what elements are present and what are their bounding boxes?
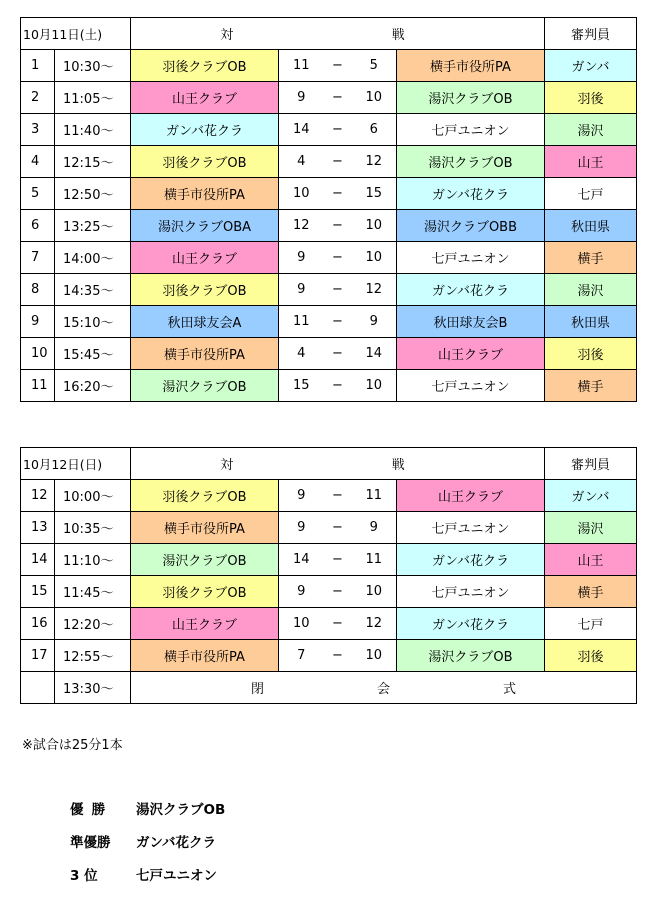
away-score: 6	[352, 114, 397, 146]
away-team: 七戸ユニオン	[397, 576, 545, 608]
home-score: 4	[279, 338, 324, 370]
score-dash: −	[324, 178, 352, 210]
home-score: 10	[279, 608, 324, 640]
header-versus-left: 対	[220, 28, 234, 43]
away-team: 七戸ユニオン	[397, 242, 545, 274]
result-team: 湯沢クラブOB	[136, 802, 226, 818]
away-team: ガンバ花クラ	[397, 178, 545, 210]
match-time: 13:25〜	[55, 210, 131, 242]
home-team: 湯沢クラブOB	[131, 370, 279, 402]
match-number: 12	[21, 480, 55, 512]
away-score: 11	[352, 480, 397, 512]
header-versus-right: 戦	[391, 458, 405, 473]
header-versus-right: 戦	[391, 28, 405, 43]
match-number: 16	[21, 608, 55, 640]
result-row	[70, 864, 225, 897]
match-row	[21, 274, 637, 306]
referee-team: 羽後	[545, 640, 637, 672]
day1-header-versus	[131, 18, 545, 50]
score-dash: −	[324, 576, 352, 608]
match-number: 7	[21, 242, 55, 274]
match-row	[21, 306, 637, 338]
match-number: 8	[21, 274, 55, 306]
match-time: 14:35〜	[55, 274, 131, 306]
match-number: 10	[21, 338, 55, 370]
match-number: 4	[21, 146, 55, 178]
away-score: 12	[352, 146, 397, 178]
home-team: 羽後クラブOB	[131, 50, 279, 82]
away-score: 11	[352, 544, 397, 576]
closing-ceremony-row	[21, 672, 637, 704]
score-dash: −	[324, 242, 352, 274]
home-team: 山王クラブ	[131, 82, 279, 114]
home-score: 9	[279, 82, 324, 114]
home-score: 9	[279, 576, 324, 608]
referee-team: ガンバ	[545, 50, 637, 82]
home-score: 11	[279, 50, 324, 82]
day2-header-row	[21, 448, 637, 480]
home-score: 11	[279, 306, 324, 338]
away-score: 14	[352, 338, 397, 370]
home-score: 12	[279, 210, 324, 242]
home-team: ガンバ花クラ	[131, 114, 279, 146]
referee-team: 秋田県	[545, 210, 637, 242]
home-team: 湯沢クラブOB	[131, 544, 279, 576]
match-time: 12:55〜	[55, 640, 131, 672]
referee-team: 山王	[545, 146, 637, 178]
match-row	[21, 338, 637, 370]
away-team: 山王クラブ	[397, 480, 545, 512]
match-row	[21, 210, 637, 242]
score-dash: −	[324, 370, 352, 402]
away-score: 9	[352, 512, 397, 544]
home-team: 横手市役所PA	[131, 338, 279, 370]
match-time: 10:30〜	[55, 50, 131, 82]
away-score: 5	[352, 50, 397, 82]
match-time: 10:00〜	[55, 480, 131, 512]
referee-team: 湯沢	[545, 512, 637, 544]
away-score: 10	[352, 576, 397, 608]
match-row	[21, 576, 637, 608]
match-row	[21, 242, 637, 274]
away-team: 七戸ユニオン	[397, 512, 545, 544]
result-team: 七戸ユニオン	[136, 868, 217, 884]
away-team: 秋田球友会B	[397, 306, 545, 338]
referee-team: 湯沢	[545, 114, 637, 146]
home-team: 羽後クラブOB	[131, 146, 279, 178]
away-score: 10	[352, 82, 397, 114]
home-score: 9	[279, 274, 324, 306]
home-score: 14	[279, 114, 324, 146]
score-dash: −	[324, 512, 352, 544]
referee-team: 羽後	[545, 82, 637, 114]
match-time: 11:45〜	[55, 576, 131, 608]
referee-team: 湯沢	[545, 274, 637, 306]
home-score: 4	[279, 146, 324, 178]
home-team: 湯沢クラブOBA	[131, 210, 279, 242]
result-rank-label: 3 位	[70, 868, 98, 884]
score-dash: −	[324, 274, 352, 306]
result-rank-label: 優勝	[70, 802, 114, 818]
away-team: ガンバ花クラ	[397, 274, 545, 306]
score-dash: −	[324, 210, 352, 242]
day2-header-referee: 審判員	[545, 448, 637, 480]
score-dash: −	[324, 480, 352, 512]
closing-char: 式	[502, 682, 516, 697]
match-time: 10:35〜	[55, 512, 131, 544]
final-results	[70, 798, 225, 897]
match-number: 3	[21, 114, 55, 146]
match-number: 2	[21, 82, 55, 114]
home-team: 羽後クラブOB	[131, 480, 279, 512]
day2-schedule-table	[20, 447, 637, 704]
home-score: 14	[279, 544, 324, 576]
match-time: 12:50〜	[55, 178, 131, 210]
away-team: 山王クラブ	[397, 338, 545, 370]
away-score: 10	[352, 210, 397, 242]
result-rank-label: 準優勝	[70, 835, 111, 851]
closing-char: 閉	[251, 682, 265, 697]
home-score: 9	[279, 480, 324, 512]
referee-team: 秋田県	[545, 306, 637, 338]
home-team: 羽後クラブOB	[131, 576, 279, 608]
away-team: 湯沢クラブOB	[397, 82, 545, 114]
home-score: 7	[279, 640, 324, 672]
closing-char: 会	[376, 682, 390, 697]
referee-team: 七戸	[545, 178, 637, 210]
match-row	[21, 480, 637, 512]
score-dash: −	[324, 608, 352, 640]
match-time: 14:00〜	[55, 242, 131, 274]
away-score: 10	[352, 370, 397, 402]
away-score: 15	[352, 178, 397, 210]
away-team: 七戸ユニオン	[397, 370, 545, 402]
referee-team: 横手	[545, 242, 637, 274]
home-score: 9	[279, 512, 324, 544]
match-number: 6	[21, 210, 55, 242]
away-team: ガンバ花クラ	[397, 544, 545, 576]
home-team: 山王クラブ	[131, 242, 279, 274]
score-dash: −	[324, 338, 352, 370]
away-score: 12	[352, 608, 397, 640]
score-dash: −	[324, 50, 352, 82]
day1-date: 10月11日(土)	[21, 18, 131, 50]
closing-ceremony-label	[131, 672, 637, 704]
home-score: 15	[279, 370, 324, 402]
home-team: 山王クラブ	[131, 608, 279, 640]
home-team: 羽後クラブOB	[131, 274, 279, 306]
header-versus-left: 対	[220, 458, 234, 473]
match-number: 14	[21, 544, 55, 576]
match-number: 17	[21, 640, 55, 672]
match-duration-note: ※試合は25分1本	[22, 738, 123, 753]
home-score: 9	[279, 242, 324, 274]
match-number: 5	[21, 178, 55, 210]
away-score: 12	[352, 274, 397, 306]
match-row	[21, 82, 637, 114]
home-score: 10	[279, 178, 324, 210]
match-row	[21, 50, 637, 82]
referee-team: ガンバ	[545, 480, 637, 512]
away-score: 10	[352, 242, 397, 274]
away-team: 湯沢クラブOB	[397, 640, 545, 672]
result-row	[70, 798, 225, 831]
match-row	[21, 178, 637, 210]
match-row	[21, 114, 637, 146]
match-row	[21, 544, 637, 576]
match-number: 13	[21, 512, 55, 544]
away-team: 七戸ユニオン	[397, 114, 545, 146]
referee-team: 羽後	[545, 338, 637, 370]
day1-header-row	[21, 18, 637, 50]
day2-header-versus	[131, 448, 545, 480]
match-time: 15:10〜	[55, 306, 131, 338]
match-time: 11:10〜	[55, 544, 131, 576]
match-time: 11:05〜	[55, 82, 131, 114]
home-team: 横手市役所PA	[131, 512, 279, 544]
referee-team: 山王	[545, 544, 637, 576]
match-time: 16:20〜	[55, 370, 131, 402]
home-team: 横手市役所PA	[131, 178, 279, 210]
match-number: 15	[21, 576, 55, 608]
match-time: 15:45〜	[55, 338, 131, 370]
referee-team: 横手	[545, 576, 637, 608]
day1-header-referee: 審判員	[545, 18, 637, 50]
away-team: 湯沢クラブOB	[397, 146, 545, 178]
referee-team: 横手	[545, 370, 637, 402]
closing-number	[21, 672, 55, 704]
match-time: 12:20〜	[55, 608, 131, 640]
match-row	[21, 608, 637, 640]
away-team: 湯沢クラブOBB	[397, 210, 545, 242]
day1-schedule-table	[20, 17, 637, 402]
match-row	[21, 512, 637, 544]
match-number: 11	[21, 370, 55, 402]
score-dash: −	[324, 146, 352, 178]
score-dash: −	[324, 114, 352, 146]
home-team: 横手市役所PA	[131, 640, 279, 672]
away-team: ガンバ花クラ	[397, 608, 545, 640]
match-row	[21, 146, 637, 178]
score-dash: −	[324, 544, 352, 576]
score-dash: −	[324, 82, 352, 114]
score-dash: −	[324, 640, 352, 672]
referee-team: 七戸	[545, 608, 637, 640]
match-number: 1	[21, 50, 55, 82]
home-team: 秋田球友会A	[131, 306, 279, 338]
match-time: 12:15〜	[55, 146, 131, 178]
match-time: 11:40〜	[55, 114, 131, 146]
match-row	[21, 370, 637, 402]
match-row	[21, 640, 637, 672]
away-score: 10	[352, 640, 397, 672]
result-team: ガンバ花クラ	[136, 835, 217, 851]
result-row	[70, 831, 225, 864]
away-score: 9	[352, 306, 397, 338]
score-dash: −	[324, 306, 352, 338]
day2-date: 10月12日(日)	[21, 448, 131, 480]
match-number: 9	[21, 306, 55, 338]
away-team: 横手市役所PA	[397, 50, 545, 82]
closing-time: 13:30〜	[55, 672, 131, 704]
